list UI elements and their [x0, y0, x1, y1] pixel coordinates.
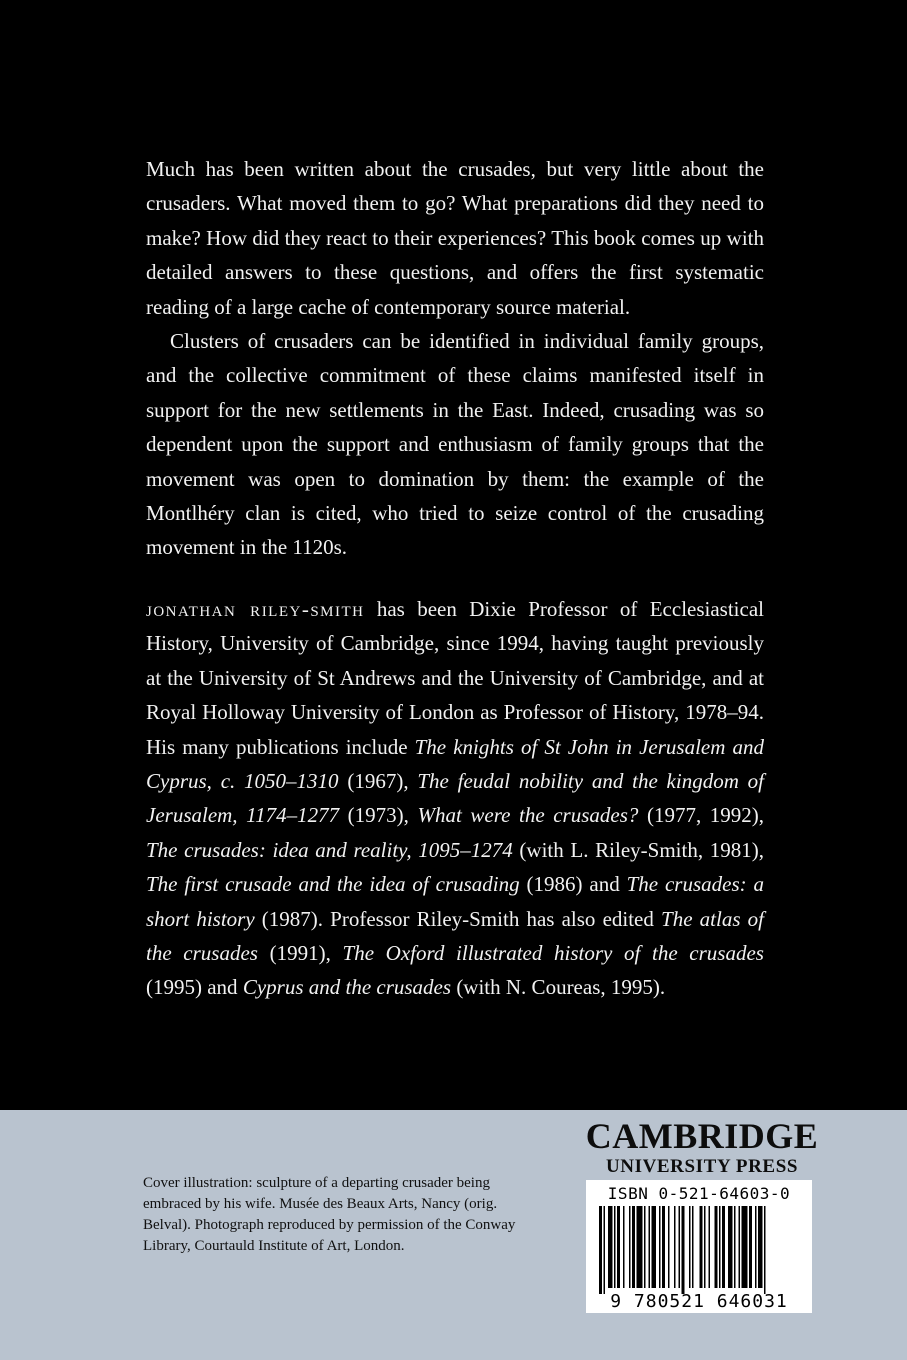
barcode-bar	[662, 1206, 665, 1288]
bio-text: (1991),	[257, 941, 343, 966]
bio-text: (1995) and	[146, 975, 243, 1000]
blurb-paragraph-1: Much has been written about the crusades, but very little about the crusaders. What moved them to go? What preparations did they need to make? How did they react to their experiences? This book comes up with detailed answers to these questions, and offers the first systematic reading of a large cache of contemporary source material.	[146, 157, 764, 319]
publisher-subtitle: UNIVERSITY PRESS	[605, 1156, 799, 1177]
bio-paragraph	[146, 592, 764, 1005]
bio-text: has been Dixie Professor of Ecclesiastical History, University of Cambridge, since 1994, having taught previously at the University of St Andrews and the University of Cambridge, and at Royal Holloway University of London as Professor of History, 1978–94. His many publications include	[146, 597, 764, 759]
book-blurb	[146, 152, 764, 565]
barcode-bar	[700, 1206, 703, 1288]
publisher-name: CAMBRIDGE	[585, 1116, 819, 1156]
barcode-bar	[682, 1206, 685, 1294]
barcode-bar	[742, 1206, 748, 1288]
barcode-bar	[623, 1206, 625, 1288]
barcode-bar	[608, 1206, 613, 1288]
barcode-bar	[758, 1206, 763, 1288]
work-title: The crusades: a short history	[146, 872, 765, 931]
barcode-bar	[652, 1206, 657, 1288]
cover-credit	[143, 1173, 543, 1257]
barcode-bar	[692, 1206, 694, 1288]
bio-text: (1987). Professor Riley-Smith has also edited	[254, 906, 662, 931]
publisher-logo	[584, 1118, 820, 1178]
isbn-barcode	[586, 1180, 812, 1313]
barcode-bar	[637, 1206, 643, 1288]
author-bio	[146, 592, 764, 1005]
barcode-bar	[689, 1206, 691, 1288]
barcode-bar	[734, 1206, 736, 1288]
barcode-bar	[644, 1206, 646, 1288]
work-title: Cyprus and the crusades	[242, 975, 452, 1000]
bio-text: (1967),	[338, 769, 418, 794]
work-title: The crusades: idea and reality, 1095–1274	[146, 837, 513, 862]
barcode-bar	[709, 1206, 711, 1288]
barcode-bar	[632, 1206, 635, 1288]
barcode-bar	[617, 1206, 620, 1288]
bio-text: (with N. Coureas, 1995).	[451, 975, 666, 1000]
cover-credit-text: Cover illustration: sculpture of a departing crusader being embraced by his wife. Musée des Beaux Arts, Nancy (orig. Belval). Photograph reproduced by permission of the Conway Library, Courtauld Institute of Art, London.	[143, 1175, 516, 1254]
bio-text: (1973),	[339, 803, 418, 828]
barcode-bar	[674, 1206, 676, 1288]
isbn-number: ISBN 0-521-64603-0	[607, 1184, 791, 1203]
work-title: The first crusade and the idea of crusading	[146, 872, 520, 897]
barcode-bar	[599, 1206, 602, 1294]
barcode-bar	[659, 1206, 661, 1288]
blurb-paragraph-2: Clusters of crusaders can be identified in individual family groups, and the collective commitment of these claims manifested itself in support for the new settlements in the East. Indeed, crusading was so dependent upon the support and enthusiasm of family groups that the movement was open to domination by them: the example of the Montlhéry clan is cited, who tried to seize control of the crusading movement in the 1120s.	[146, 329, 764, 560]
bio-text: (1986) and	[519, 872, 627, 897]
barcode-bar	[755, 1206, 757, 1288]
author-name: jonathan riley-smith	[146, 597, 365, 621]
barcode-bar	[604, 1206, 606, 1294]
barcode-bar	[668, 1206, 670, 1288]
work-title: The knights of St John in Jerusalem and Cyprus, c. 1050–1310	[146, 734, 764, 794]
barcode-bar	[722, 1206, 725, 1288]
bio-text: (1977, 1992),	[638, 803, 765, 828]
barcode-bar	[715, 1206, 718, 1288]
barcode-bar	[629, 1206, 631, 1288]
barcode-bar	[719, 1206, 721, 1288]
work-title: The Oxford illustrated history of the crusades	[342, 941, 764, 966]
work-title: The feudal nobility and the kingdom of Jerusalem, 1174–1277	[146, 769, 764, 828]
barcode-bar	[704, 1206, 706, 1288]
work-title: What were the crusades?	[417, 803, 639, 828]
barcode-bar	[614, 1206, 616, 1288]
barcode-bar	[764, 1206, 766, 1294]
bio-text: (with L. Riley-Smith, 1981),	[512, 837, 764, 862]
barcode-bar	[739, 1206, 741, 1288]
barcode-bar	[679, 1206, 681, 1288]
barcode-bar	[749, 1206, 752, 1288]
barcode-bar	[649, 1206, 651, 1288]
ean-number: 9 780521 646031	[610, 1291, 788, 1312]
barcode-bar	[728, 1206, 733, 1288]
work-title: The atlas of the crusades	[146, 906, 764, 966]
